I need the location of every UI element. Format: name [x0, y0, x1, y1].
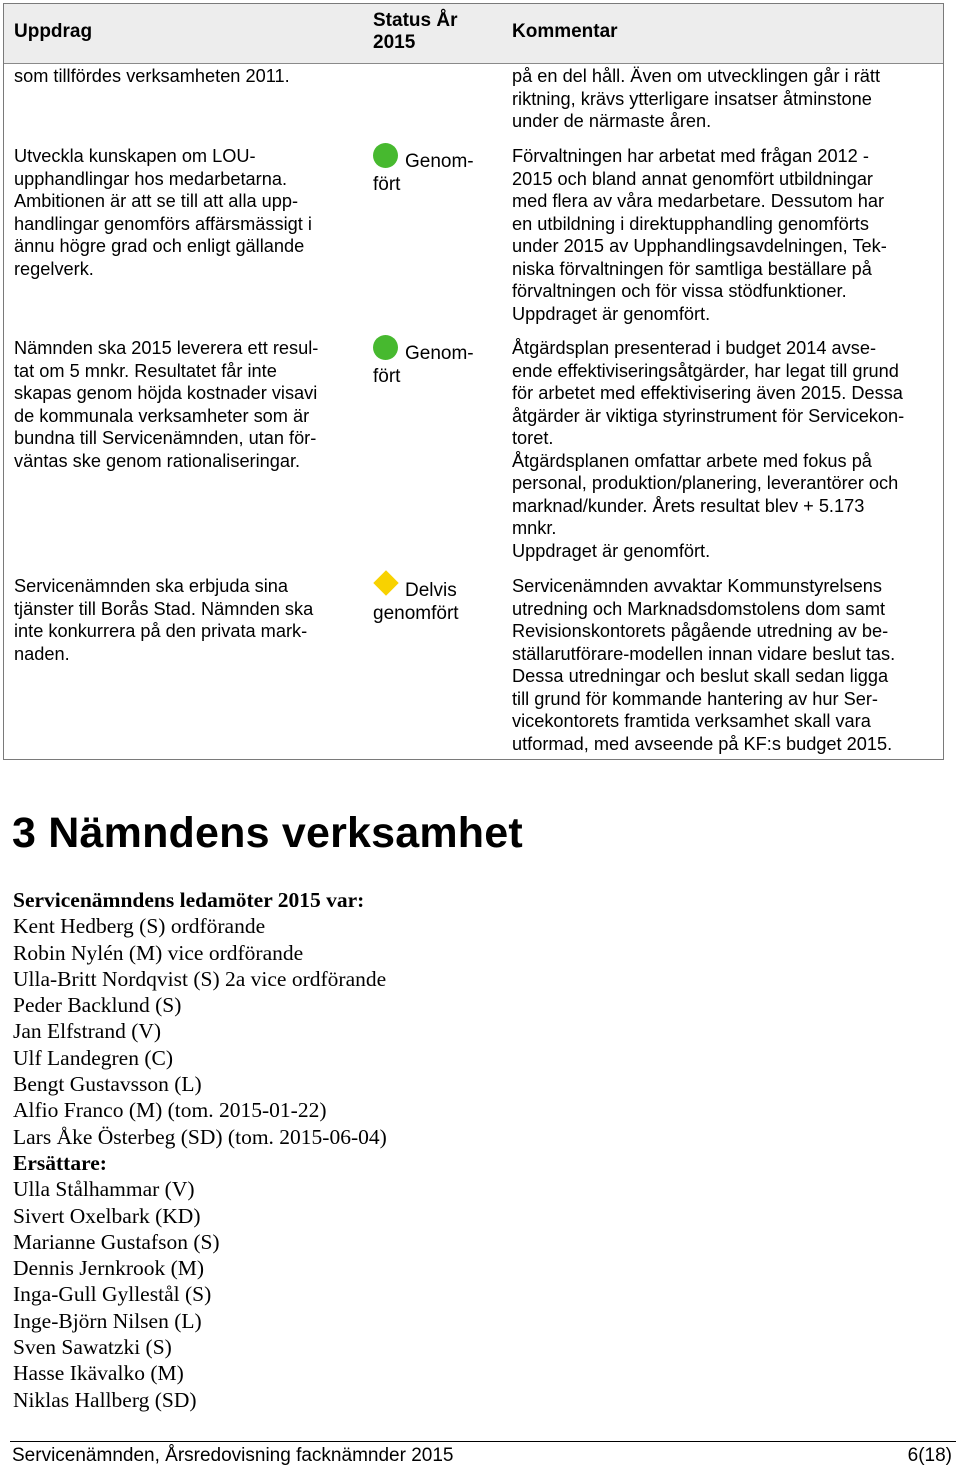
table-row-3-kommentar: Servicenämnden avvaktar Kommunstyrelsens utredning och Marknadsdomstolens dom samt Revisionskontorets pågående utredning av be- ställarutförare-modellen innan vidare beslut tas. Dessa utredningar och beslut skall sedan ligga till grund för kommande hantering av hur Ser- vicekontorets framtida verksamhet skall vara utformad, med avseende på KF:s budget 2015. — [512, 576, 896, 754]
list-item: Sivert Oxelbark (KD) — [13, 1203, 201, 1228]
status-label: Genom- fört — [373, 343, 474, 387]
table-row-0-uppdrag: som tillfördes verksamheten 2011. — [14, 66, 290, 86]
list-item: Kent Hedberg (S) ordförande — [13, 914, 266, 939]
table-header — [4, 4, 943, 64]
list-item: Lars Åke Österbeg (SD) (tom. 2015-06-04) — [13, 1124, 387, 1149]
list-item: Ulla-Britt Nordqvist (S) 2a vice ordförande — [13, 966, 387, 991]
table-row-3-uppdrag: Servicenämnden ska erbjuda sina tjänster till Borås Stad. Nämnden ska inte konkurrera på den privata mark- naden. — [14, 576, 314, 664]
list-item: Dennis Jernkrook (M) — [13, 1256, 205, 1281]
footer-title: Servicenämnden, Årsredovisning facknämnder 2015 — [12, 1445, 454, 1466]
list-item: Sven Sawatzki (S) — [13, 1335, 172, 1360]
members-list — [13, 887, 533, 1413]
assignments-table — [3, 3, 944, 760]
members-title: Servicenämndens ledamöter 2015 var: — [13, 888, 365, 912]
table-row-0-kommentar: på en del håll. Även om utvecklingen går i rätt riktning, krävs ytterligare insatser åtminstone under de närmaste åren. — [512, 66, 881, 131]
list-item: Hasse Ikävalko (M) — [13, 1361, 184, 1386]
list-item: Niklas Hallberg (SD) — [13, 1387, 197, 1412]
list-item: Marianne Gustafson (S) — [13, 1229, 220, 1254]
table-row-1-status — [373, 143, 503, 195]
substitutes-title: Ersättare: — [13, 1150, 107, 1175]
status-label: Genom- fört — [373, 151, 474, 195]
list-item: Bengt Gustavsson (L) — [13, 1072, 202, 1097]
list-item: Peder Backlund (S) — [13, 993, 182, 1018]
header-uppdrag: Uppdrag — [14, 21, 93, 42]
page-number: 6(18) — [907, 1445, 952, 1466]
table-row-2-status — [373, 335, 503, 387]
table-row-2-kommentar: Åtgärdsplan presenterad i budget 2014 avse- ende effektiviseringsåtgärder, har legat till grund för arbetet med effektivisering även 2015. Dessa åtgärder är viktiga styrinstrument för Servicekon- toret. Åtgärdsplanen omfattar arbete med fokus på personal, produktion/planering, leverantörer och marknad/kunder. Årets resultat blev + 5.173 mnkr. Uppdraget är genomfört. — [512, 338, 905, 561]
list-item: Robin Nylén (M) vice ordförande — [13, 940, 304, 965]
list-item: Ulla Stålhammar (V) — [13, 1177, 195, 1202]
list-item: Inga-Gull Gyllestål (S) — [13, 1282, 212, 1307]
list-item: Ulf Landegren (C) — [13, 1045, 173, 1070]
table-row-2-uppdrag: Nämnden ska 2015 leverera ett resul- tat om 5 mnkr. Resultatet får inte skapas genom höjda kostnader visavi de kommunala verksamheter som är bundna till Servicenämnden, utan för- väntas ske genom rationaliseringar. — [14, 338, 319, 471]
list-item: Jan Elfstrand (V) — [13, 1019, 162, 1044]
footer-divider — [10, 1441, 956, 1442]
status-label: Delvis genomfört — [373, 580, 459, 624]
list-item: Alfio Franco (M) (tom. 2015-01-22) — [13, 1098, 327, 1123]
table-row-1-kommentar: Förvaltningen har arbetat med frågan 2012 - 2015 och bland annat genomfört utbildningar med flera av våra medarbetare. Dessutom har en utbildning i direktupphandling genomförts under 2015 av Upphandlingsavdelningen, Tek- niska förvaltningen för samtliga beställare på förvaltningen och för vissa stödfunktioner. Uppdraget är genomfört. — [512, 146, 887, 324]
table-row-1-uppdrag: Utveckla kunskapen om LOU- upphandlingar hos medarbetarna. Ambitionen är att se till att alla upp- handlingar genomförs affärsmässigt i ännu högre grad och enligt gällande regelverk. — [14, 146, 312, 279]
header-status: Status År 2015 — [373, 10, 458, 53]
section-heading: 3 Nämndens verksamhet — [12, 809, 523, 857]
header-kommentar: Kommentar — [512, 21, 618, 42]
table-row-3-status — [373, 574, 503, 624]
list-item: Inge-Björn Nilsen (L) — [13, 1308, 202, 1333]
